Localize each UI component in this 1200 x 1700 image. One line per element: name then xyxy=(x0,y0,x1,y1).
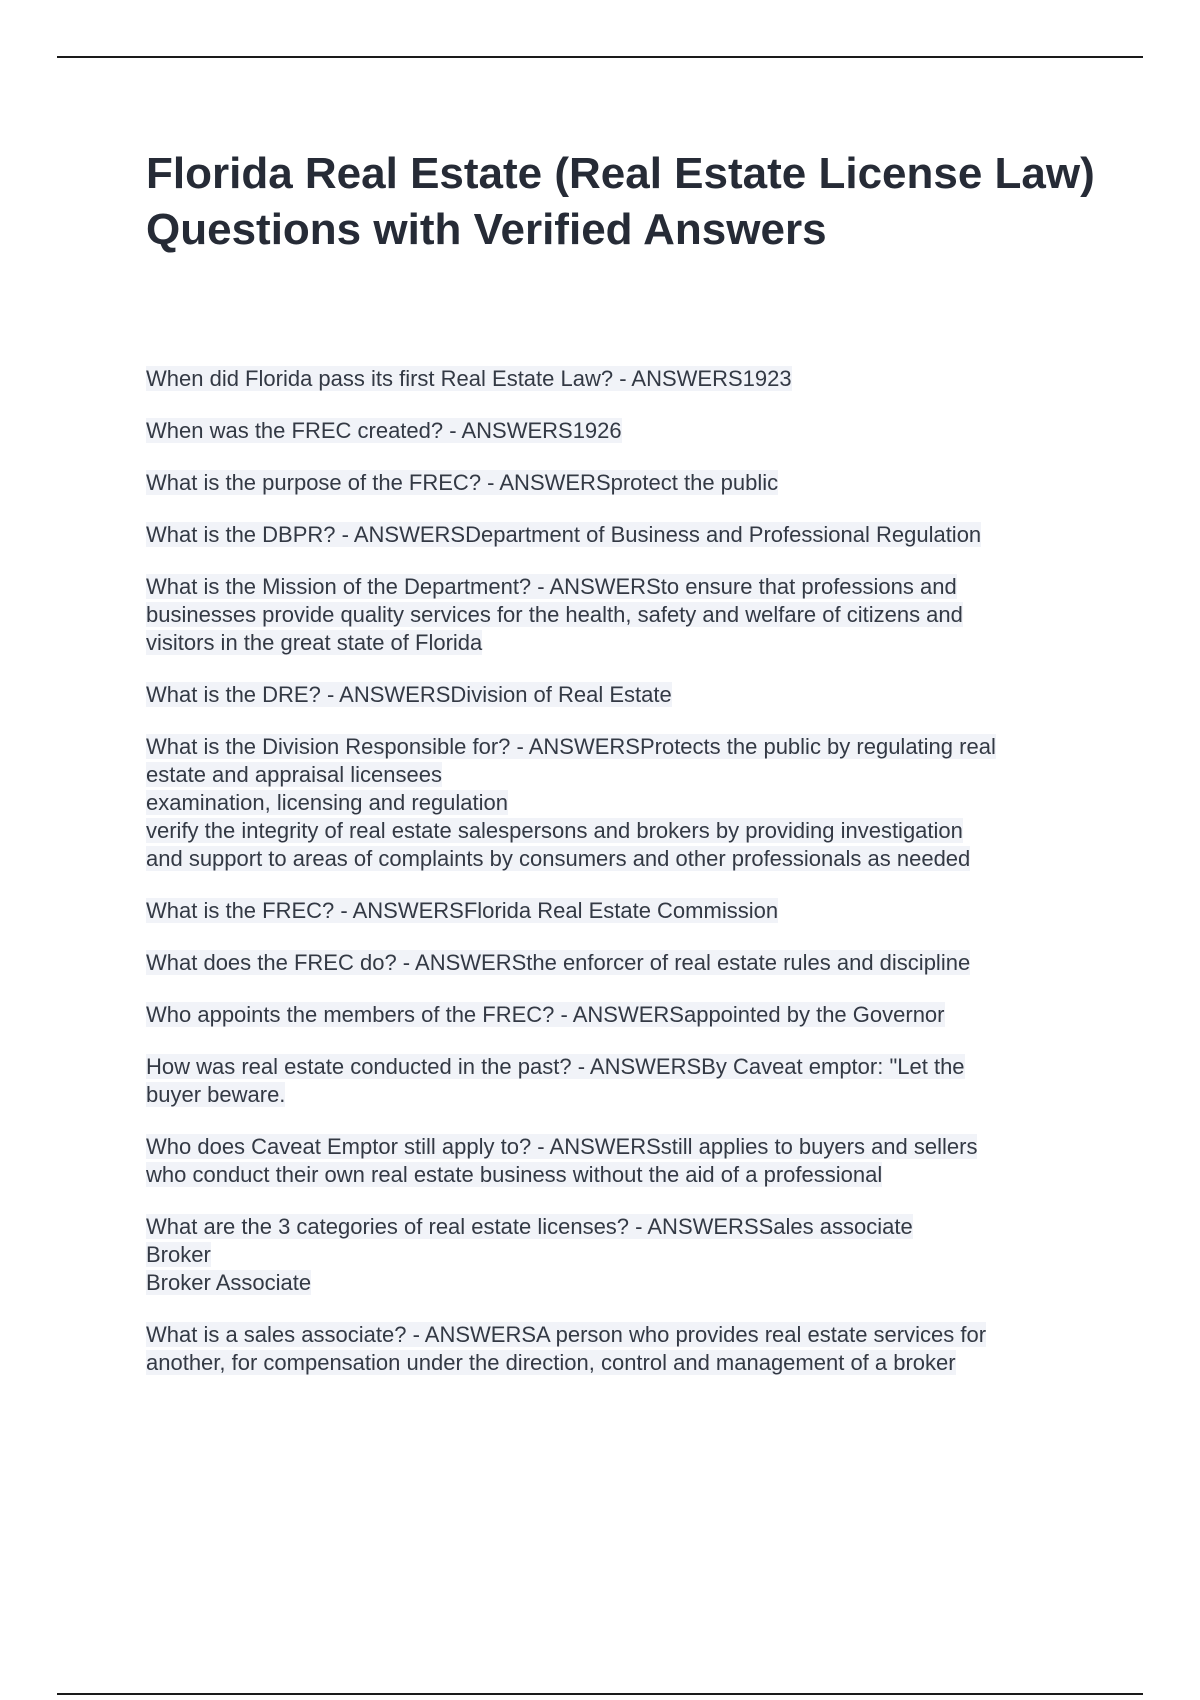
qa-item xyxy=(146,1213,1086,1297)
qa-line-text: What are the 3 categories of real estate licenses? - ANSWERSSales associate xyxy=(146,1214,913,1239)
qa-line xyxy=(146,733,1086,761)
qa-line-text: estate and appraisal licensees xyxy=(146,762,442,787)
qa-line-text: What is the purpose of the FREC? - ANSWERSprotect the public xyxy=(146,470,779,495)
qa-line-text: another, for compensation under the direction, control and management of a broker xyxy=(146,1350,956,1375)
qa-line-text: businesses provide quality services for the health, safety and welfare of citizens and xyxy=(146,602,963,627)
qa-line-text: What is the Division Responsible for? - ANSWERSProtects the public by regulating real xyxy=(146,734,996,759)
qa-item xyxy=(146,469,1086,497)
qa-line xyxy=(146,681,1086,709)
qa-line xyxy=(146,573,1086,601)
bottom-rule xyxy=(57,1693,1143,1695)
qa-line xyxy=(146,601,1086,629)
qa-line xyxy=(146,1241,1086,1269)
qa-line xyxy=(146,761,1086,789)
qa-line xyxy=(146,1349,1086,1377)
qa-line-text: and support to areas of complaints by consumers and other professionals as needed xyxy=(146,846,971,871)
qa-item xyxy=(146,949,1086,977)
qa-item xyxy=(146,897,1086,925)
qa-line xyxy=(146,1269,1086,1297)
page-title: Florida Real Estate (Real Estate License Law) Questions with Verified Answers xyxy=(146,149,1095,254)
qa-item xyxy=(146,1053,1086,1109)
qa-line xyxy=(146,1053,1086,1081)
qa-line xyxy=(146,789,1086,817)
qa-item xyxy=(146,681,1086,709)
qa-line-text: Broker Associate xyxy=(146,1270,312,1295)
qa-line-text: When did Florida pass its first Real Estate Law? - ANSWERS1923 xyxy=(146,366,792,391)
qa-line-text: visitors in the great state of Florida xyxy=(146,630,483,655)
qa-line xyxy=(146,629,1086,657)
qa-line-text: examination, licensing and regulation xyxy=(146,790,509,815)
qa-line-text: Broker xyxy=(146,1242,211,1267)
qa-item xyxy=(146,365,1086,393)
qa-line xyxy=(146,845,1086,873)
qa-item xyxy=(146,733,1086,873)
qa-line-text: What does the FREC do? - ANSWERSthe enforcer of real estate rules and discipline xyxy=(146,950,971,975)
qa-line-text: What is the Mission of the Department? - ANSWERSto ensure that professions and xyxy=(146,574,957,599)
qa-line-text: Who appoints the members of the FREC? - ANSWERSappointed by the Governor xyxy=(146,1002,945,1027)
qa-line xyxy=(146,365,1086,393)
qa-line-text: How was real estate conducted in the past? - ANSWERSBy Caveat emptor: "Let the xyxy=(146,1054,965,1079)
qa-line-text: verify the integrity of real estate salespersons and brokers by providing investigation xyxy=(146,818,963,843)
qa-line-text: When was the FREC created? - ANSWERS1926 xyxy=(146,418,622,443)
qa-item xyxy=(146,417,1086,445)
qa-list xyxy=(146,365,1086,1401)
top-rule xyxy=(57,56,1143,58)
qa-line-text: What is the DRE? - ANSWERSDivision of Real Estate xyxy=(146,682,672,707)
qa-line xyxy=(146,1213,1086,1241)
qa-line xyxy=(146,1081,1086,1109)
qa-line xyxy=(146,417,1086,445)
qa-item xyxy=(146,1001,1086,1029)
qa-item xyxy=(146,521,1086,549)
qa-line xyxy=(146,1001,1086,1029)
qa-item xyxy=(146,573,1086,657)
qa-line-text: buyer beware. xyxy=(146,1082,286,1107)
qa-line xyxy=(146,469,1086,497)
qa-line xyxy=(146,817,1086,845)
qa-line-text: Who does Caveat Emptor still apply to? - ANSWERSstill applies to buyers and sellers xyxy=(146,1134,978,1159)
qa-item xyxy=(146,1133,1086,1189)
qa-line-text: What is a sales associate? - ANSWERSA person who provides real estate services for xyxy=(146,1322,987,1347)
qa-line xyxy=(146,1161,1086,1189)
qa-line xyxy=(146,949,1086,977)
qa-line xyxy=(146,897,1086,925)
qa-line xyxy=(146,1321,1086,1349)
qa-line-text: who conduct their own real estate business without the aid of a professional xyxy=(146,1162,883,1187)
qa-line-text: What is the DBPR? - ANSWERSDepartment of Business and Professional Regulation xyxy=(146,522,982,547)
qa-line-text: What is the FREC? - ANSWERSFlorida Real Estate Commission xyxy=(146,898,779,923)
qa-item xyxy=(146,1321,1086,1377)
qa-line xyxy=(146,1133,1086,1161)
qa-line xyxy=(146,521,1086,549)
